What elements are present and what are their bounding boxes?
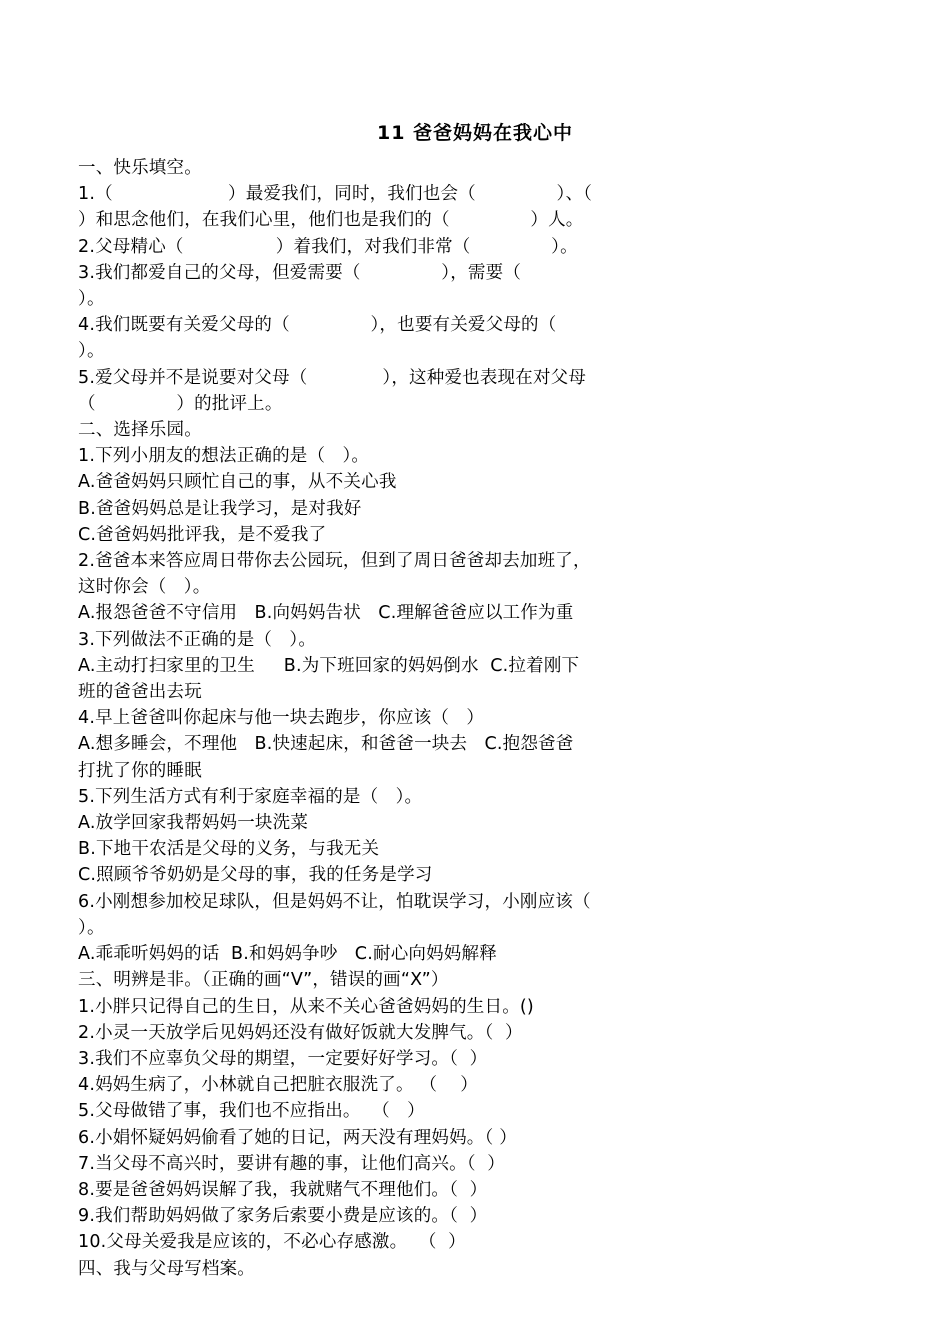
text-line: A.爸爸妈妈只顾忙自己的事，从不关心我 (78, 472, 397, 493)
text-line: 班的爸爸出去玩 (78, 682, 202, 703)
text-line: 4.我们既要有关爱父母的（ ），也要有关爱父母的（ (78, 315, 557, 336)
page-title: 11 爸爸妈妈在我心中 (376, 122, 574, 144)
text-line: B.爸爸妈妈总是让我学习，是对我好 (78, 498, 362, 519)
text-line: A.报怨爸爸不守信用 B.向妈妈告状 C.理解爸爸应以工作为重 (78, 603, 574, 624)
text-line: 1.小胖只记得自己的生日，从来不关心爸爸妈妈的生日。() (78, 996, 534, 1017)
text-line: 10.父母关爱我是应该的，不必心存感激。 （ ） (78, 1232, 466, 1253)
text-line: （ ）的批评上。 (78, 393, 283, 414)
text-line: 一、快乐填空。 (78, 158, 202, 178)
text-line: ）。 (78, 341, 105, 362)
text-line: 3.我们都爱自己的父母，但爱需要（ ），需要（ (78, 262, 522, 283)
text-line: A.放学回家我帮妈妈一块洗菜 (78, 813, 309, 834)
text-line: 3.下列做法不正确的是（ ）。 (78, 629, 317, 650)
text-line: 四、我与父母写档案。 (78, 1258, 255, 1279)
text-line: ）。 (78, 917, 105, 938)
text-line: 9.我们帮助妈妈做了家务后索要小费是应该的。（ ） (78, 1206, 488, 1227)
text-line: 2.爸爸本来答应周日带你去公园玩，但到了周日爸爸却去加班了， (78, 551, 591, 572)
text-line: 1.下列小朋友的想法正确的是（ ）。 (78, 446, 370, 467)
text-line: B.下地干农活是父母的义务，与我无关 (78, 839, 380, 860)
text-line: A.主动打扫家里的卫生 B.为下班回家的妈妈倒水 C.拉着刚下 (78, 655, 580, 676)
text-line: C.照顾爷爷奶奶是父母的事，我的任务是学习 (78, 865, 433, 886)
text-line: 7.当父母不高兴时，要讲有趣的事，让他们高兴。（ ） (78, 1153, 505, 1174)
text-line: 二、选择乐园。 (78, 420, 202, 441)
text-line: 3.我们不应辜负父母的期望，一定要好好学习。（ ） (78, 1048, 488, 1069)
text-line: 4.妈妈生病了，小林就自己把脏衣服洗了。 （ ） (78, 1075, 478, 1096)
text-line: A.乖乖听妈妈的话 B.和妈妈争吵 C.耐心向妈妈解释 (78, 944, 497, 965)
text-line: ）。 (78, 289, 105, 310)
text-line: 2.小灵一天放学后见妈妈还没有做好饭就大发脾气。（ ） (78, 1022, 523, 1043)
text-line: 5.父母做错了事，我们也不应指出。 （ ） (78, 1101, 425, 1122)
text-line: 三、明辨是非。（正确的画“V”，错误的画“X”） (78, 970, 449, 991)
text-line: 8.要是爸爸妈妈误解了我，我就赌气不理他们。（ ） (78, 1179, 488, 1200)
text-line: A.想多睡会，不理他 B.快速起床，和爸爸一块去 C.抱怨爸爸 (78, 734, 574, 755)
text-line: 5.爱父母并不是说要对父母（ ），这种爱也表现在对父母 (78, 367, 587, 388)
text-line: 打扰了你的睡眠 (78, 760, 202, 781)
text-line: 4.早上爸爸叫你起床与他一块去跑步，你应该（ ） (78, 708, 485, 729)
document-body (78, 155, 872, 1282)
text-line: 1.（ ）最爱我们，同时，我们也会（ ）、（ (78, 184, 593, 205)
text-line: C.爸爸妈妈批评我，是不爱我了 (78, 524, 327, 545)
text-line: 6.小刚想参加校足球队，但是妈妈不让，怕耽误学习，小刚应该（ (78, 891, 591, 912)
text-line: 这时你会（ ）。 (78, 577, 211, 598)
text-line: 5.下列生活方式有利于家庭幸福的是（ ）。 (78, 786, 423, 807)
text-line: ）和思念他们，在我们心里，他们也是我们的（ ）人。 (78, 210, 584, 231)
text-line: 2.父母精心（ ）着我们，对我们非常（ ）。 (78, 236, 578, 257)
text-line: 6.小娟怀疑妈妈偷看了她的日记，两天没有理妈妈。（ ） (78, 1127, 517, 1148)
